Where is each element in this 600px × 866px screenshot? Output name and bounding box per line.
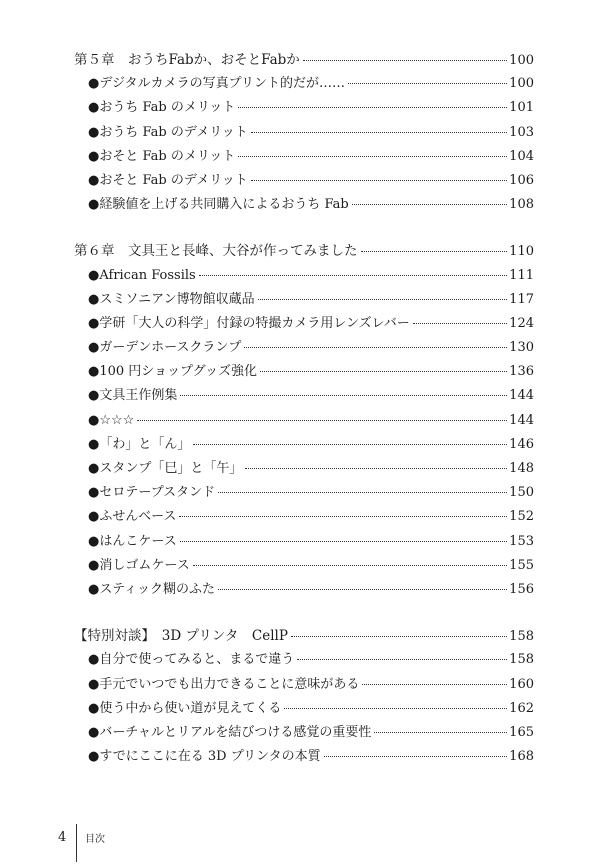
toc-entry (74, 673, 534, 697)
entry-page-number: 108 (509, 197, 534, 213)
toc-entry (74, 169, 534, 193)
toc-entry (74, 193, 534, 217)
entry-page-number: 103 (509, 124, 534, 140)
dot-leader (352, 204, 507, 205)
entry-title: ●消しゴムケース (88, 557, 190, 573)
entry-title: ●学研「大人の科学」付録の特撮カメラ用レンズレバー (88, 315, 410, 331)
dot-leader (284, 708, 507, 709)
toc-entry (74, 530, 534, 554)
dot-leader (251, 132, 507, 133)
chapter-heading (74, 48, 534, 72)
entry-page-number: 104 (509, 148, 534, 164)
entry-title: ●すでにここに在る 3D プリンタの本質 (88, 749, 321, 765)
toc-entry (74, 409, 534, 433)
toc-section-chapter-6 (74, 239, 534, 602)
toc-entry (74, 264, 534, 288)
entry-title: ●デジタルカメラの写真プリント的だが…… (88, 76, 346, 92)
chapter-title: 【特別対談】 3D プリンタ CellP (74, 628, 288, 645)
chapter-title: 第５章 おうちFabか、おそとFabか (74, 52, 300, 68)
entry-title: ●☆☆☆ (88, 412, 135, 428)
entry-page-number: 146 (509, 436, 534, 452)
entry-page-number: 162 (509, 700, 534, 716)
entry-title: ●African Fossils (88, 267, 196, 283)
dot-leader (361, 251, 508, 252)
entry-page-number: 168 (509, 749, 534, 765)
dot-leader (218, 492, 507, 493)
entry-page-number: 158 (509, 652, 534, 668)
chapter-page-number: 110 (509, 244, 534, 260)
entry-title: ●スミソニアン博物館収蔵品 (88, 291, 255, 307)
dot-leader (374, 732, 507, 733)
dot-leader (245, 468, 507, 469)
page-footer (58, 822, 105, 852)
chapter-heading (74, 239, 534, 263)
footer-page-number: 4 (58, 829, 67, 845)
entry-title: ●はんこケース (88, 533, 177, 549)
entry-page-number: 111 (509, 267, 534, 283)
entry-page-number: 136 (509, 364, 534, 380)
toc-entry (74, 745, 534, 769)
toc-entry (74, 648, 534, 672)
entry-title: ●ガーデンホースクランプ (88, 340, 242, 356)
entry-page-number: 150 (509, 485, 534, 501)
entry-page-number: 148 (509, 461, 534, 476)
entry-title: ●「わ」と「ん」 (88, 436, 191, 452)
toc-entry (74, 505, 534, 529)
entry-title: ●自分で使ってみると、まるで違う (88, 652, 295, 668)
dot-leader (180, 395, 507, 396)
entry-page-number: 106 (509, 172, 534, 188)
toc-entry (74, 121, 534, 145)
entry-page-number: 165 (509, 724, 534, 740)
entry-title: ●100 円ショップグッズ強化 (88, 364, 257, 380)
footer-divider (76, 824, 77, 862)
dot-leader (199, 275, 507, 276)
dot-leader (348, 83, 507, 84)
dot-leader (193, 444, 507, 445)
entry-title: ●おそと Fab のメリット (88, 148, 236, 164)
toc-entry (74, 481, 534, 505)
entry-page-number: 101 (509, 100, 534, 116)
toc-entry (74, 145, 534, 169)
dot-leader (238, 156, 507, 157)
dot-leader (218, 589, 507, 590)
entry-title: ●バーチャルとリアルを結びつける感覚の重要性 (88, 724, 372, 740)
footer-section-title: 目次 (85, 833, 105, 845)
entry-page-number: 124 (509, 315, 534, 331)
dot-leader (179, 516, 507, 517)
toc-entry (74, 72, 534, 96)
chapter-page-number: 158 (509, 629, 534, 645)
dot-leader (413, 323, 507, 324)
toc-entry (74, 336, 534, 360)
chapter-title: 第６章 文具王と長峰、大谷が作ってみました (74, 243, 358, 260)
dot-leader (324, 756, 508, 757)
entry-title: ●手元でいつでも出力できることに意味がある (88, 676, 360, 692)
toc-entry (74, 288, 534, 312)
chapter-heading (74, 624, 534, 648)
entry-title: ●おそと Fab のデメリット (88, 172, 248, 188)
entry-page-number: 100 (509, 76, 534, 92)
dot-leader (260, 371, 507, 372)
toc-section-chapter-5 (74, 48, 534, 217)
toc-entry (74, 457, 534, 481)
toc-entry (74, 384, 534, 408)
dot-leader (362, 684, 507, 685)
entry-page-number: 144 (509, 412, 534, 428)
entry-page-number: 152 (509, 509, 534, 525)
entry-page-number: 130 (509, 340, 534, 356)
dot-leader (193, 565, 507, 566)
entry-title: ●セロテープスタンド (88, 485, 216, 501)
entry-page-number: 144 (509, 388, 534, 404)
toc-entry (74, 578, 534, 602)
entry-page-number: 155 (509, 557, 534, 573)
entry-page-number: 156 (509, 581, 534, 597)
dot-leader (180, 541, 507, 542)
dot-leader (258, 299, 508, 300)
toc-entry (74, 360, 534, 384)
dot-leader (238, 107, 507, 108)
dot-leader (244, 347, 507, 348)
chapter-page-number: 100 (509, 53, 534, 68)
entry-title: ●文具王作例集 (88, 388, 178, 404)
entry-title: ●経験値を上げる共同購入によるおうち Fab (88, 197, 349, 213)
toc-entry (74, 96, 534, 120)
entry-page-number: 117 (509, 291, 534, 307)
entry-page-number: 153 (509, 533, 534, 549)
toc-section-special-interview (74, 624, 534, 769)
dot-leader (137, 420, 507, 421)
toc-entry (74, 312, 534, 336)
table-of-contents (74, 48, 534, 791)
entry-title: ●おうち Fab のデメリット (88, 124, 248, 140)
entry-title: ●スタンプ「巳」と「午」 (88, 461, 243, 476)
dot-leader (297, 659, 507, 660)
toc-entry (74, 721, 534, 745)
toc-entry (74, 433, 534, 457)
entry-page-number: 160 (509, 676, 534, 692)
entry-title: ●使う中から使い道が見えてくる (88, 700, 282, 716)
toc-entry (74, 697, 534, 721)
dot-leader (303, 60, 507, 61)
toc-entry (74, 554, 534, 578)
entry-title: ●スティック糊のふた (88, 581, 216, 597)
entry-title: ●おうち Fab のメリット (88, 100, 236, 116)
dot-leader (251, 180, 507, 181)
dot-leader (291, 636, 507, 637)
entry-title: ●ふせんベース (88, 509, 177, 525)
